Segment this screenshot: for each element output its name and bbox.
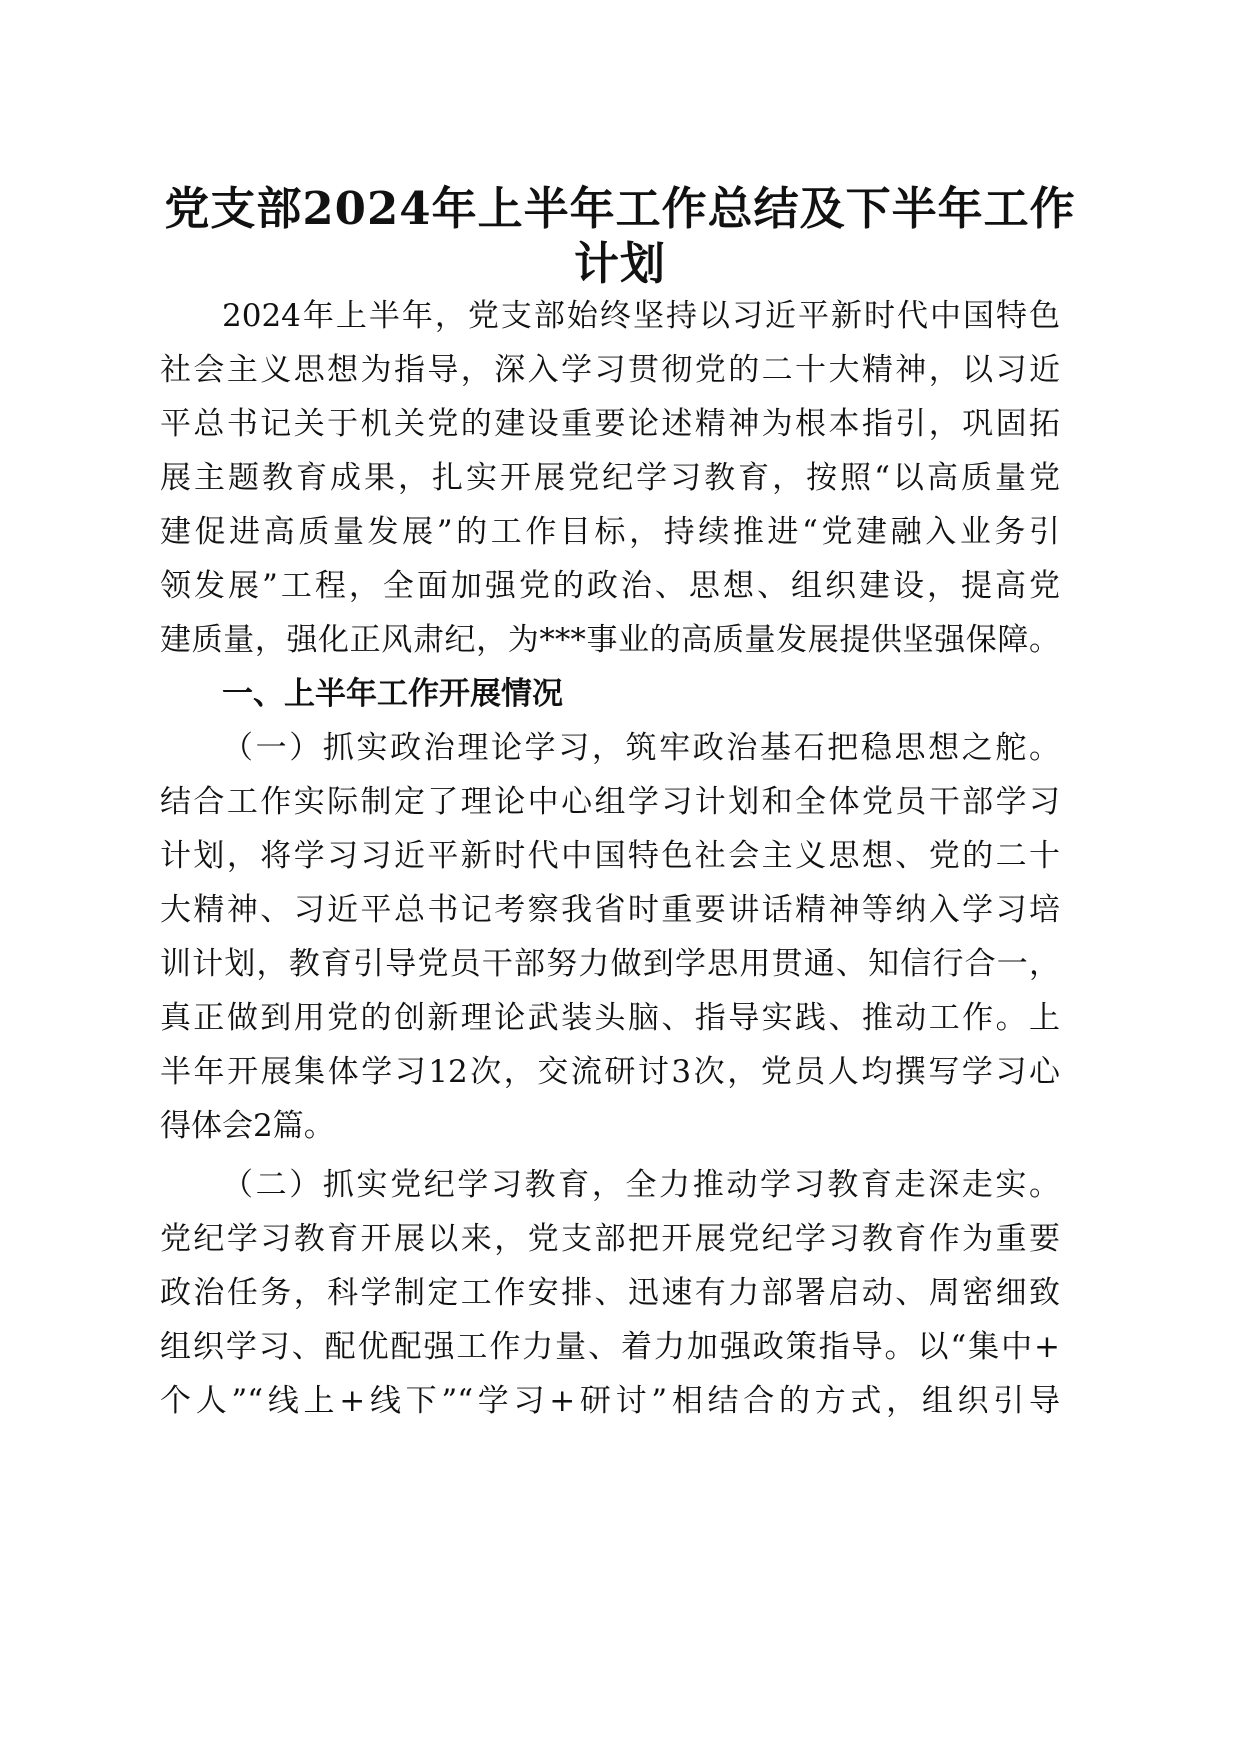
section-heading: 一、上半年工作开展情况: [222, 676, 563, 712]
sub2-line-3: 政治任务，科学制定工作安排、迅速有力部署启动、周密细致: [160, 1275, 1060, 1311]
intro-line-4: 展主题教育成果，扎实开展党纪学习教育，按照“以高质量党: [160, 460, 1060, 496]
sub1-line-8: 得体会2篇。: [160, 1108, 335, 1144]
sub2-line-4: 组织学习、配优配强工作力量、着力加强政策指导。以“集中+: [160, 1329, 1060, 1365]
document-title-line-2: 计划: [573, 237, 666, 290]
sub1-line-3: 计划，将学习习近平新时代中国特色社会主义思想、党的二十: [160, 838, 1060, 874]
sub1-line-7: 半年开展集体学习12次，交流研讨3次，党员人均撰写学习心: [160, 1054, 1060, 1090]
intro-line-1: 2024年上半年，党支部始终坚持以习近平新时代中国特色: [222, 298, 1060, 334]
sub1-line-2: 结合工作实际制定了理论中心组学习计划和全体党员干部学习: [160, 784, 1060, 820]
sub2-line-5: 个人”“线上+线下”“学习+研讨”相结合的方式，组织引导: [160, 1383, 1060, 1419]
intro-line-2: 社会主义思想为指导，深入学习贯彻党的二十大精神，以习近: [160, 352, 1060, 388]
intro-line-3: 平总书记关于机关党的建设重要论述精神为根本指引，巩固拓: [160, 406, 1060, 442]
intro-line-7: 建质量，强化正风肃纪，为***事业的高质量发展提供坚强保障。: [160, 622, 1060, 658]
sub1-line-1: （一）抓实政治理论学习，筑牢政治基石把稳思想之舵。: [222, 730, 1060, 766]
sub2-line-1: （二）抓实党纪学习教育，全力推动学习教育走深走实。: [222, 1167, 1060, 1203]
sub1-line-4: 大精神、习近平总书记考察我省时重要讲话精神等纳入学习培: [160, 892, 1060, 928]
intro-line-5: 建促进高质量发展”的工作目标，持续推进“党建融入业务引: [160, 514, 1060, 550]
sub1-line-5: 训计划，教育引导党员干部努力做到学思用贯通、知信行合一，: [160, 946, 1060, 982]
sub1-line-6: 真正做到用党的创新理论武装头脑、指导实践、推动工作。上: [160, 1000, 1060, 1036]
sub2-line-2: 党纪学习教育开展以来，党支部把开展党纪学习教育作为重要: [160, 1221, 1060, 1257]
intro-line-6: 领发展”工程，全面加强党的政治、思想、组织建设，提高党: [160, 568, 1060, 604]
document-title-line-1: 党支部2024年上半年工作总结及下半年工作: [164, 182, 1076, 235]
